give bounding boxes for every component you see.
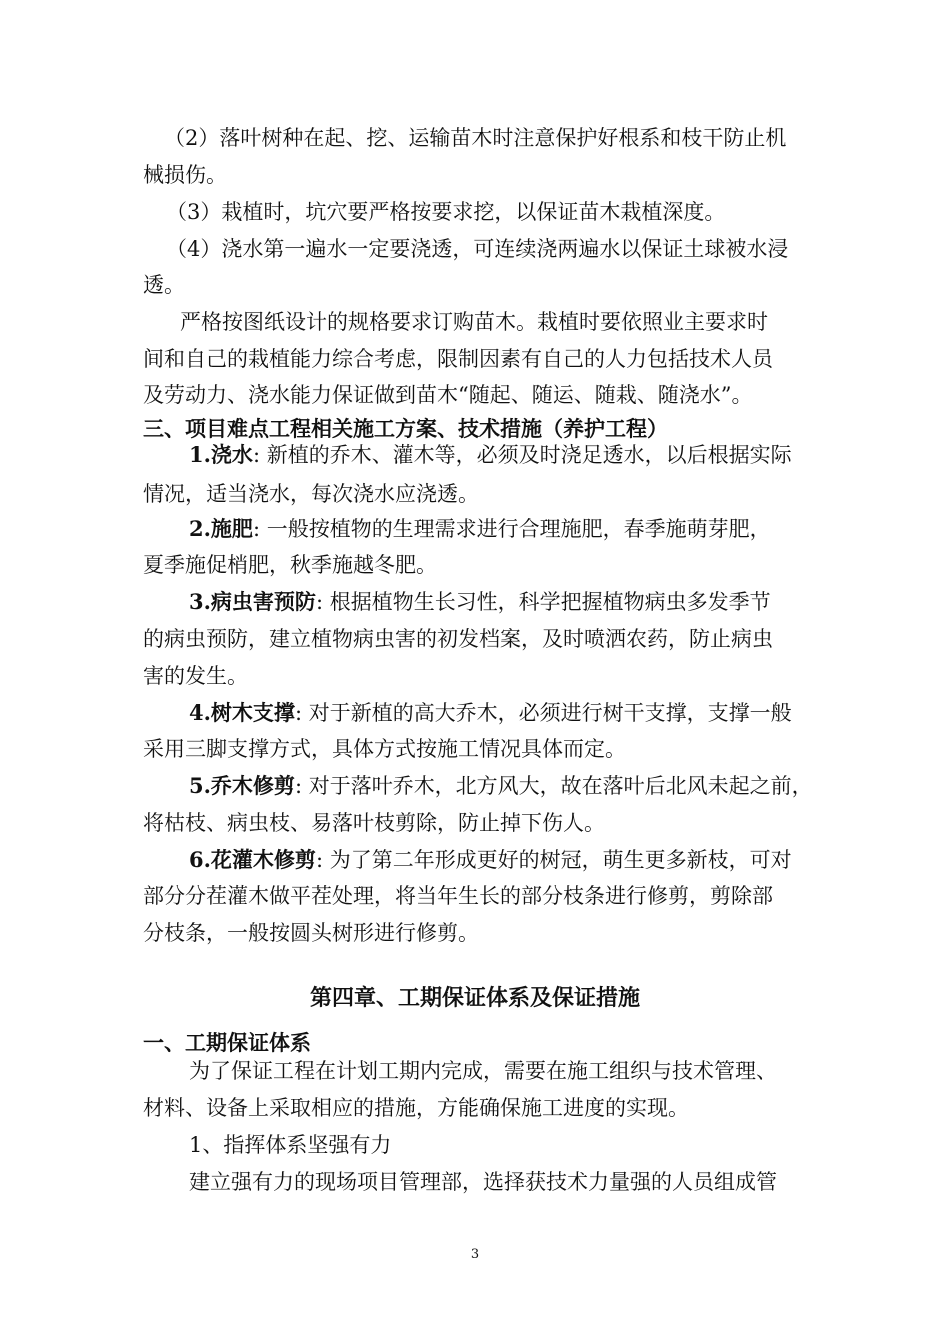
- section-heading: 三、项目难点工程相关施工方案、技术措施（养护工程）: [143, 416, 668, 441]
- paragraph-line: 材料、设备上采取相应的措施，方能确保施工进度的实现。: [143, 1096, 689, 1120]
- item-text: : 为了第二年形成更好的树冠，萌生更多新枝，可对: [315, 848, 792, 872]
- list-item: [189, 514, 771, 544]
- item-text: : 对于新植的高大乔木，必须进行树干支撑，支撑一般: [294, 701, 792, 725]
- chapter-title: 第四章、工期保证体系及保证措施: [309, 985, 640, 1011]
- paragraph-line: 部分分茬灌木做平茬处理，将当年生长的部分枝条进行修剪，剪除部: [143, 884, 773, 908]
- paragraph-line: 采用三脚支撑方式，具体方式按施工情况具体而定。: [143, 737, 626, 761]
- paragraph-line: 透。: [143, 273, 185, 297]
- paragraph-line: 为了保证工程在计划工期内完成，需要在施工组织与技术管理、: [189, 1059, 777, 1083]
- paragraph-line: 害的发生。: [143, 664, 248, 688]
- paragraph-line: 分枝条，一般按圆头树形进行修剪。: [143, 921, 479, 945]
- paragraph-line: 间和自己的栽植能力综合考虑，限制因素有自己的人力包括技术人员: [143, 347, 773, 371]
- item-text: : 对于落叶乔木，北方风大，故在落叶后北风未起之前，: [294, 774, 813, 798]
- paragraph-line: 将枯枝、病虫枝、易落叶枝剪除，防止掉下伤人。: [143, 811, 605, 835]
- paragraph-line: 情况，适当浇水，每次浇水应浇透。: [143, 482, 479, 506]
- item-text: : 一般按植物的生理需求进行合理施肥，春季施萌芽肥，: [252, 517, 771, 541]
- list-item: [189, 587, 771, 617]
- paragraph-line: （4）浇水第一遍水一定要浇透，可连续浇两遍水以保证土球被水浸: [166, 237, 789, 261]
- paragraph-line: 及劳动力、浇水能力保证做到苗木“随起、随运、随栽、随浇水”。: [143, 383, 753, 407]
- paragraph-line: 严格按图纸设计的规格要求订购苗木。栽植时要依照业主要求时: [180, 310, 768, 334]
- list-item: [189, 771, 813, 801]
- item-label: 5.乔木修剪: [189, 773, 295, 798]
- section-heading: 一、工期保证体系: [143, 1030, 311, 1055]
- item-text: : 根据植物生长习性，科学把握植物病虫多发季节: [315, 590, 771, 614]
- subheading: 1、指挥体系坚强有力: [189, 1133, 392, 1157]
- item-label: 4.树木支撑: [189, 700, 295, 725]
- paragraph-line: 建立强有力的现场项目管理部，选择获技术力量强的人员组成管: [189, 1170, 777, 1194]
- page-number: 3: [470, 1247, 480, 1262]
- paragraph-line: 夏季施促梢肥，秋季施越冬肥。: [143, 553, 437, 577]
- item-text: : 新植的乔木、灌木等，必须及时浇足透水，以后根据实际: [252, 443, 792, 467]
- list-item: [189, 440, 792, 470]
- list-item: [189, 698, 792, 728]
- item-label: 1.浇水: [189, 442, 253, 467]
- item-label: 6.花灌木修剪: [189, 847, 316, 872]
- item-label: 3.病虫害预防: [189, 589, 316, 614]
- paragraph-line: （2）落叶树种在起、挖、运输苗木时注意保护好根系和枝干防止机: [164, 126, 787, 150]
- paragraph-line: （3）栽植时，坑穴要严格按要求挖，以保证苗木栽植深度。: [166, 200, 726, 224]
- item-label: 2.施肥: [189, 516, 253, 541]
- paragraph-line: 械损伤。: [143, 163, 227, 187]
- list-item: [189, 845, 792, 875]
- paragraph-line: 的病虫预防，建立植物病虫害的初发档案，及时喷洒农药，防止病虫: [143, 627, 773, 651]
